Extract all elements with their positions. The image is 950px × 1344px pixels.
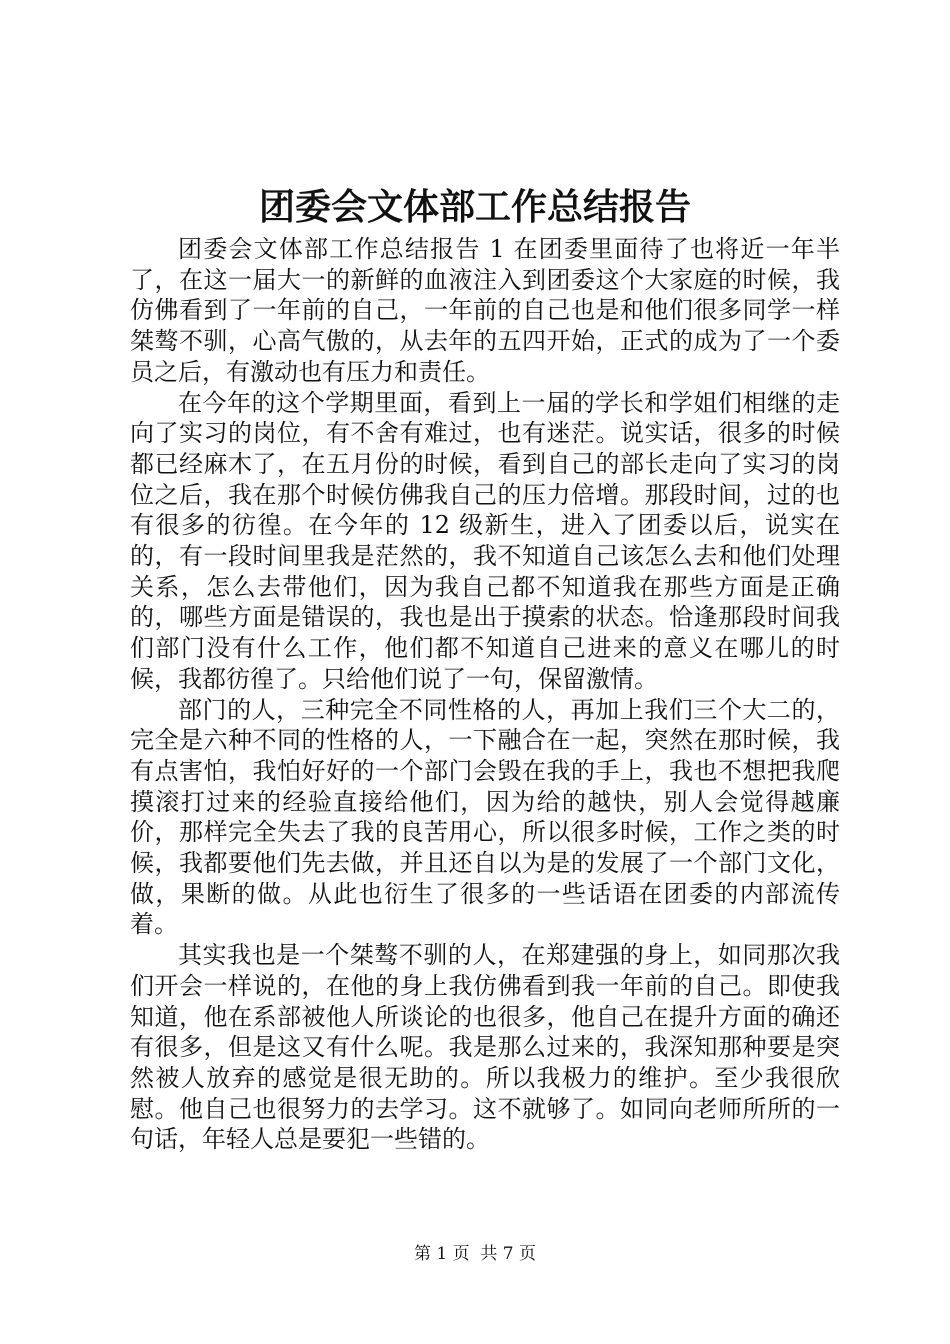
page-footer (0, 1243, 950, 1265)
paragraph-1: 团委会文体部工作总结报告 1 在团委里面待了也将近一年半了，在这一届大一的新鲜的血液注入到团委这个大家庭的时候，我仿佛看到了一年前的自己，一年前的自己也是和他们很多同学一样桀骜不驯，心高气傲的，从去年的五四开始，正式的成为了一个委员之后，有激动也有压力和责任。 (130, 235, 840, 386)
document-title: 团委会文体部工作总结报告 (258, 186, 691, 228)
paragraph-2: 在今年的这个学期里面，看到上一届的学长和学姐们相继的走向了实习的岗位，有不舍有难过，也有迷茫。说实话，很多的时候都已经麻木了，在五月份的时候，看到自己的部长走向了实习的岗位之后，我在那个时候仿佛我自己的压力倍增。那段时间，过的也有很多的彷徨。在今年的 12 级新生，进入了团委以后，说实在的，有一段时间里我是茫然的，我不知道自己该怎么去和他们处理关系，怎么去带他们，因为我自己都不知道我在那些方面是正确的，哪些方面是错误的，我也是出于摸索的状态。恰逢那段时间我们部门没有什么工作，他们都不知道自己进来的意义在哪儿的时候，我都彷徨了。只给他们说了一句，保留激情。 (130, 388, 840, 693)
page-number-label: 第 1 页 共 7 页 (413, 1244, 537, 1264)
paragraph-3: 部门的人，三种完全不同性格的人，再加上我们三个大二的，完全是六种不同的性格的人，一下融合在一起，突然在那时候，我有点害怕，我怕好好的一个部门会毁在我的手上，我也不想把我爬摸滚打过来的经验直接给他们，因为给的越快，别人会觉得越廉价，那样完全失去了我的良苦用心，所以很多时候，工作之类的时候，我都要他们先去做，并且还自以为是的发展了一个部门文化，做，果断的做。从此也衍生了很多的一些话语在团委的内部流传着。 (130, 695, 840, 939)
document-body (130, 234, 840, 1155)
paragraph-4: 其实我也是一个桀骜不驯的人，在郑建强的身上，如同那次我们开会一样说的，在他的身上我仿佛看到我一年前的自己。即使我知道，他在系部被他人所谈论的也很多，他自己在提升方面的确还有很多，但是这又有什么呢。我是那么过来的，我深知那种要是突然被人放弃的感觉是很无助的。所以我极力的维护。至少我很欣慰。他自己也很努力的去学习。这不就够了。如同向老师所所的一句话，年轻人总是要犯一些错的。 (130, 941, 840, 1154)
